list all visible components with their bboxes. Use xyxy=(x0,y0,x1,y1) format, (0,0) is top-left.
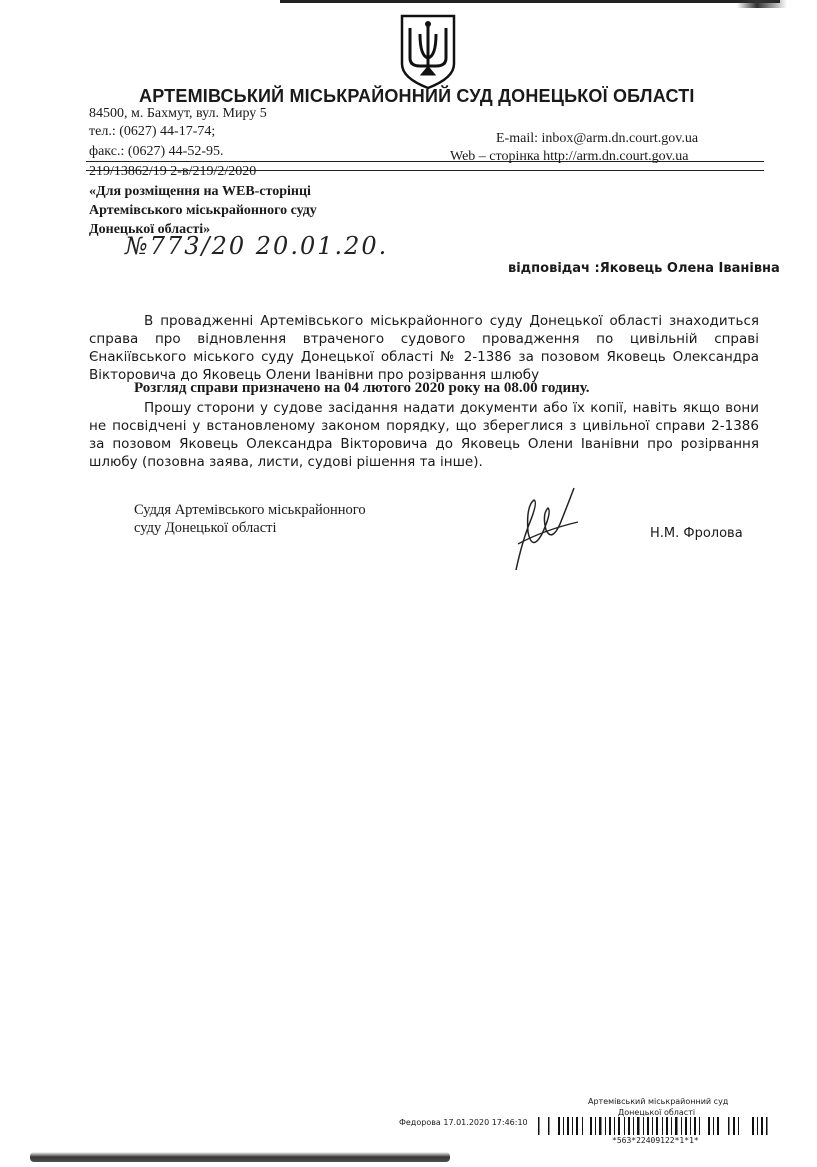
judge-title xyxy=(134,501,366,537)
stamp-court: Артемівський міськрайонний суд xyxy=(588,1097,729,1106)
handwritten-registration-note: №773/20 20.01.20. xyxy=(125,232,389,260)
body-paragraph xyxy=(89,312,759,384)
barcode xyxy=(538,1113,778,1137)
court-title: АРТЕМІВСЬКИЙ МІСЬКРАЙОННИЙ СУД ДОНЕЦЬКОЇ ОБЛАСТІ xyxy=(139,86,695,106)
addressee-block xyxy=(89,182,317,239)
stamp-region: Донецької області xyxy=(618,1108,696,1117)
coat-of-arms-icon xyxy=(398,12,458,90)
scan-edge-top xyxy=(280,0,780,3)
scan-artifact xyxy=(737,0,787,8)
judge-title-line: Суддя Артемівського міськрайонного xyxy=(134,502,366,518)
addressee-line: «Для розміщення на WEB-сторінці xyxy=(89,184,311,199)
judge-title-line: суду Донецької області xyxy=(134,520,277,536)
court-address: 84500, м. Бахмут, вул. Миру 5 xyxy=(89,106,267,121)
addressee-line: Донецької області» xyxy=(89,222,211,237)
body-paragraph-text: Прошу сторони у судове засідання надати документи або їх копії, навіть якщо вони не посвідчені у встановленому законом порядку, що збереглися з цивільної справи 2-1386 за позовом Яковець Олександра Вікторовича до Яковець Олени Іванівни про розірвання шлюбу (позовна заява, листи, судові рішення та інше). xyxy=(89,400,759,470)
court-email: E-mail: inbox@arm.dn.court.gov.ua xyxy=(496,131,699,146)
registration-number: 219/13862/19 2-в/219/2/2020 xyxy=(89,164,257,179)
hearing-date: Розгляд справи призначено на 04 лютого 2020 року на 08.00 годину. xyxy=(134,380,590,396)
stamp-user-time: Федорова 17.01.2020 17:46:10 xyxy=(399,1118,528,1127)
judge-name: Н.М. Фролова xyxy=(650,526,743,541)
body-paragraph xyxy=(89,399,759,471)
addressee-line: Артемівського міськрайонного суду xyxy=(89,203,317,218)
judge-signature xyxy=(508,482,588,572)
barcode-number: *563*22409122*1*1* xyxy=(612,1136,699,1145)
court-website: Web – сторінка http://arm.dn.court.gov.ua xyxy=(450,149,689,164)
court-phone: тел.: (0627) 44-17-74; xyxy=(89,124,216,139)
scan-edge-bottom xyxy=(30,1152,450,1162)
court-fax: факс.: (0627) 44-52-95. xyxy=(89,144,224,159)
header-divider xyxy=(86,161,764,162)
defendant-line: відповідач :Яковець Олена Іванівна xyxy=(508,261,780,276)
body-paragraph-text: В провадженні Артемівського міськрайонного суду Донецької області знаходиться справа про відновлення втраченого судового провадження по цивільній справі Єнакіївського міського суду Донецької області № 2-1386 за позовом Яковець Олександра Вікторовича до Яковець Олени Іванівни про розірвання шлюбу xyxy=(89,313,759,383)
